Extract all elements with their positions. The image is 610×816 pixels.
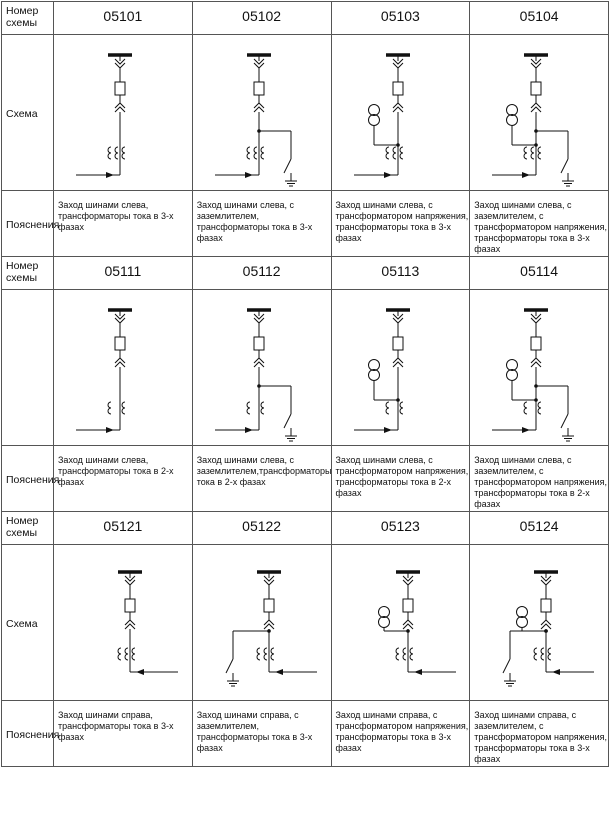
scheme-diagram-cell: [331, 545, 470, 701]
entry-arrow-icon: [384, 427, 392, 433]
single-line-diagram: [193, 545, 331, 700]
scheme-number: 05121: [54, 512, 193, 545]
voltage-transformer-icon: [368, 105, 379, 126]
entry-arrow-icon: [106, 172, 114, 178]
scheme-description: Заход шинами слева, с заземлителем,трансформаторы тока в 2-х фазах: [192, 446, 331, 512]
row-label-scheme: Схема: [2, 35, 54, 191]
ground-icon: [227, 681, 239, 686]
row-label-number: Номер схемы: [2, 512, 54, 545]
junction-dot: [257, 129, 261, 133]
earthing-switch-icon: [284, 159, 291, 173]
entry-arrow-icon: [522, 172, 530, 178]
voltage-transformer-icon: [368, 360, 379, 381]
entry-arrow-icon: [384, 172, 392, 178]
scheme-description: Заход шинами слева, с заземлителем, трансформаторы тока в 3-х фазах: [192, 191, 331, 257]
earthing-switch-icon: [284, 414, 291, 428]
entry-arrow-icon: [552, 669, 560, 675]
scheme-number: 05101: [54, 2, 193, 35]
scheme-diagram-cell: [331, 35, 470, 191]
scheme-diagram-cell: [192, 545, 331, 701]
row-label-scheme: [2, 290, 54, 446]
junction-dot: [534, 143, 538, 147]
earthing-switch-icon: [561, 159, 568, 173]
busbar-breaker-icon: [247, 310, 271, 367]
row-label-number: Номер схемы: [2, 2, 54, 35]
single-line-diagram: [332, 35, 470, 190]
voltage-transformer-icon: [507, 360, 518, 381]
entry-arrow-icon: [245, 427, 253, 433]
scheme-number: 05123: [331, 512, 470, 545]
current-transformer-icon: [524, 402, 541, 414]
row-label-number: Номер схемы: [2, 257, 54, 290]
scheme-number: 05112: [192, 257, 331, 290]
entry-arrow-icon: [522, 427, 530, 433]
scheme-description: Заход шинами слева, с трансформатором напряжения, трансформаторы тока в 2-х фазах: [331, 446, 470, 512]
scheme-description: Заход шинами слева, трансформаторы тока в 3-х фазах: [54, 191, 193, 257]
junction-dot: [534, 129, 538, 133]
single-line-diagram: [54, 35, 192, 190]
current-transformer-icon: [386, 147, 403, 159]
busbar-breaker-icon: [524, 55, 548, 112]
single-line-diagram: [193, 35, 331, 190]
ground-icon: [285, 436, 297, 441]
current-transformer-icon: [524, 147, 541, 159]
busbar-breaker-icon: [118, 572, 142, 629]
scheme-table: [1, 1, 609, 767]
current-transformer-icon: [108, 402, 125, 414]
earthing-switch-icon: [561, 414, 568, 428]
current-transformer-icon: [386, 402, 403, 414]
scheme-description: Заход шинами слева, с заземлителем, с трансформатором напряжения, трансформаторы тока в 2-х фазах: [470, 446, 609, 512]
busbar-breaker-icon: [524, 310, 548, 367]
scheme-diagram-cell: [54, 290, 193, 446]
single-line-diagram: [54, 545, 192, 700]
busbar-breaker-icon: [386, 55, 410, 112]
scheme-description: Заход шинами справа, с заземлителем, трансформаторы тока в 3-х фазах: [192, 701, 331, 767]
junction-dot: [544, 629, 548, 633]
current-transformer-icon: [247, 147, 264, 159]
scheme-number: 05122: [192, 512, 331, 545]
scheme-diagram-cell: [470, 35, 609, 191]
scheme-number: 05124: [470, 512, 609, 545]
scheme-diagram-cell: [54, 35, 193, 191]
busbar-breaker-icon: [396, 572, 420, 629]
scheme-number: 05104: [470, 2, 609, 35]
scheme-diagram-cell: [192, 35, 331, 191]
ground-icon: [562, 436, 574, 441]
row-label-notes: Пояснения: [2, 701, 54, 767]
single-line-diagram: [470, 290, 608, 445]
voltage-transformer-icon: [517, 607, 528, 628]
current-transformer-icon: [108, 147, 125, 159]
busbar-breaker-icon: [108, 55, 132, 112]
busbar-breaker-icon: [108, 310, 132, 367]
row-label-scheme: Схема: [2, 545, 54, 701]
junction-dot: [267, 629, 271, 633]
junction-dot: [534, 384, 538, 388]
junction-dot: [396, 398, 400, 402]
single-line-diagram: [193, 290, 331, 445]
entry-arrow-icon: [275, 669, 283, 675]
scheme-number: 05113: [331, 257, 470, 290]
busbar-breaker-icon: [386, 310, 410, 367]
scheme-diagram-cell: [331, 290, 470, 446]
scheme-description: Заход шинами слева, с трансформатором напряжения, трансформаторы тока в 3-х фазах: [331, 191, 470, 257]
scheme-description: Заход шинами слева, трансформаторы тока в 2-х фазах: [54, 446, 193, 512]
voltage-transformer-icon: [507, 105, 518, 126]
scheme-number: 05111: [54, 257, 193, 290]
ground-icon: [285, 181, 297, 186]
busbar-breaker-icon: [534, 572, 558, 629]
scheme-diagram-cell: [470, 545, 609, 701]
earthing-switch-icon: [503, 659, 510, 673]
scheme-description: Заход шинами слева, с заземлителем, с трансформатором напряжения, трансформаторы тока в 3-х фазах: [470, 191, 609, 257]
current-transformer-icon: [534, 648, 551, 660]
scheme-description: Заход шинами справа, трансформаторы тока в 3-х фазах: [54, 701, 193, 767]
junction-dot: [257, 384, 261, 388]
row-label-notes: Пояснения: [2, 191, 54, 257]
row-label-notes: Пояснения: [2, 446, 54, 512]
single-line-diagram: [470, 35, 608, 190]
scheme-description: Заход шинами справа, с заземлителем, с трансформатором напряжения, трансформаторы тока в 3-х фазах: [470, 701, 609, 767]
current-transformer-icon: [257, 648, 274, 660]
earthing-switch-icon: [226, 659, 233, 673]
single-line-diagram: [470, 545, 608, 700]
single-line-diagram: [332, 545, 470, 700]
scheme-diagram-cell: [470, 290, 609, 446]
scheme-number: 05103: [331, 2, 470, 35]
junction-dot: [396, 143, 400, 147]
scheme-description: Заход шинами справа, с трансформатором напряжения, трансформаторы тока в 3-х фазах: [331, 701, 470, 767]
single-line-diagram: [54, 290, 192, 445]
ground-icon: [504, 681, 516, 686]
entry-arrow-icon: [136, 669, 144, 675]
entry-arrow-icon: [414, 669, 422, 675]
junction-dot: [534, 398, 538, 402]
scheme-diagram-cell: [54, 545, 193, 701]
single-line-diagram: [332, 290, 470, 445]
entry-arrow-icon: [106, 427, 114, 433]
current-transformer-icon: [118, 648, 135, 660]
scheme-number: 05102: [192, 2, 331, 35]
current-transformer-icon: [396, 648, 413, 660]
scheme-number: 05114: [470, 257, 609, 290]
current-transformer-icon: [247, 402, 264, 414]
entry-arrow-icon: [245, 172, 253, 178]
ground-icon: [562, 181, 574, 186]
junction-dot: [406, 629, 410, 633]
scheme-diagram-cell: [192, 290, 331, 446]
voltage-transformer-icon: [378, 607, 389, 628]
busbar-breaker-icon: [257, 572, 281, 629]
busbar-breaker-icon: [247, 55, 271, 112]
